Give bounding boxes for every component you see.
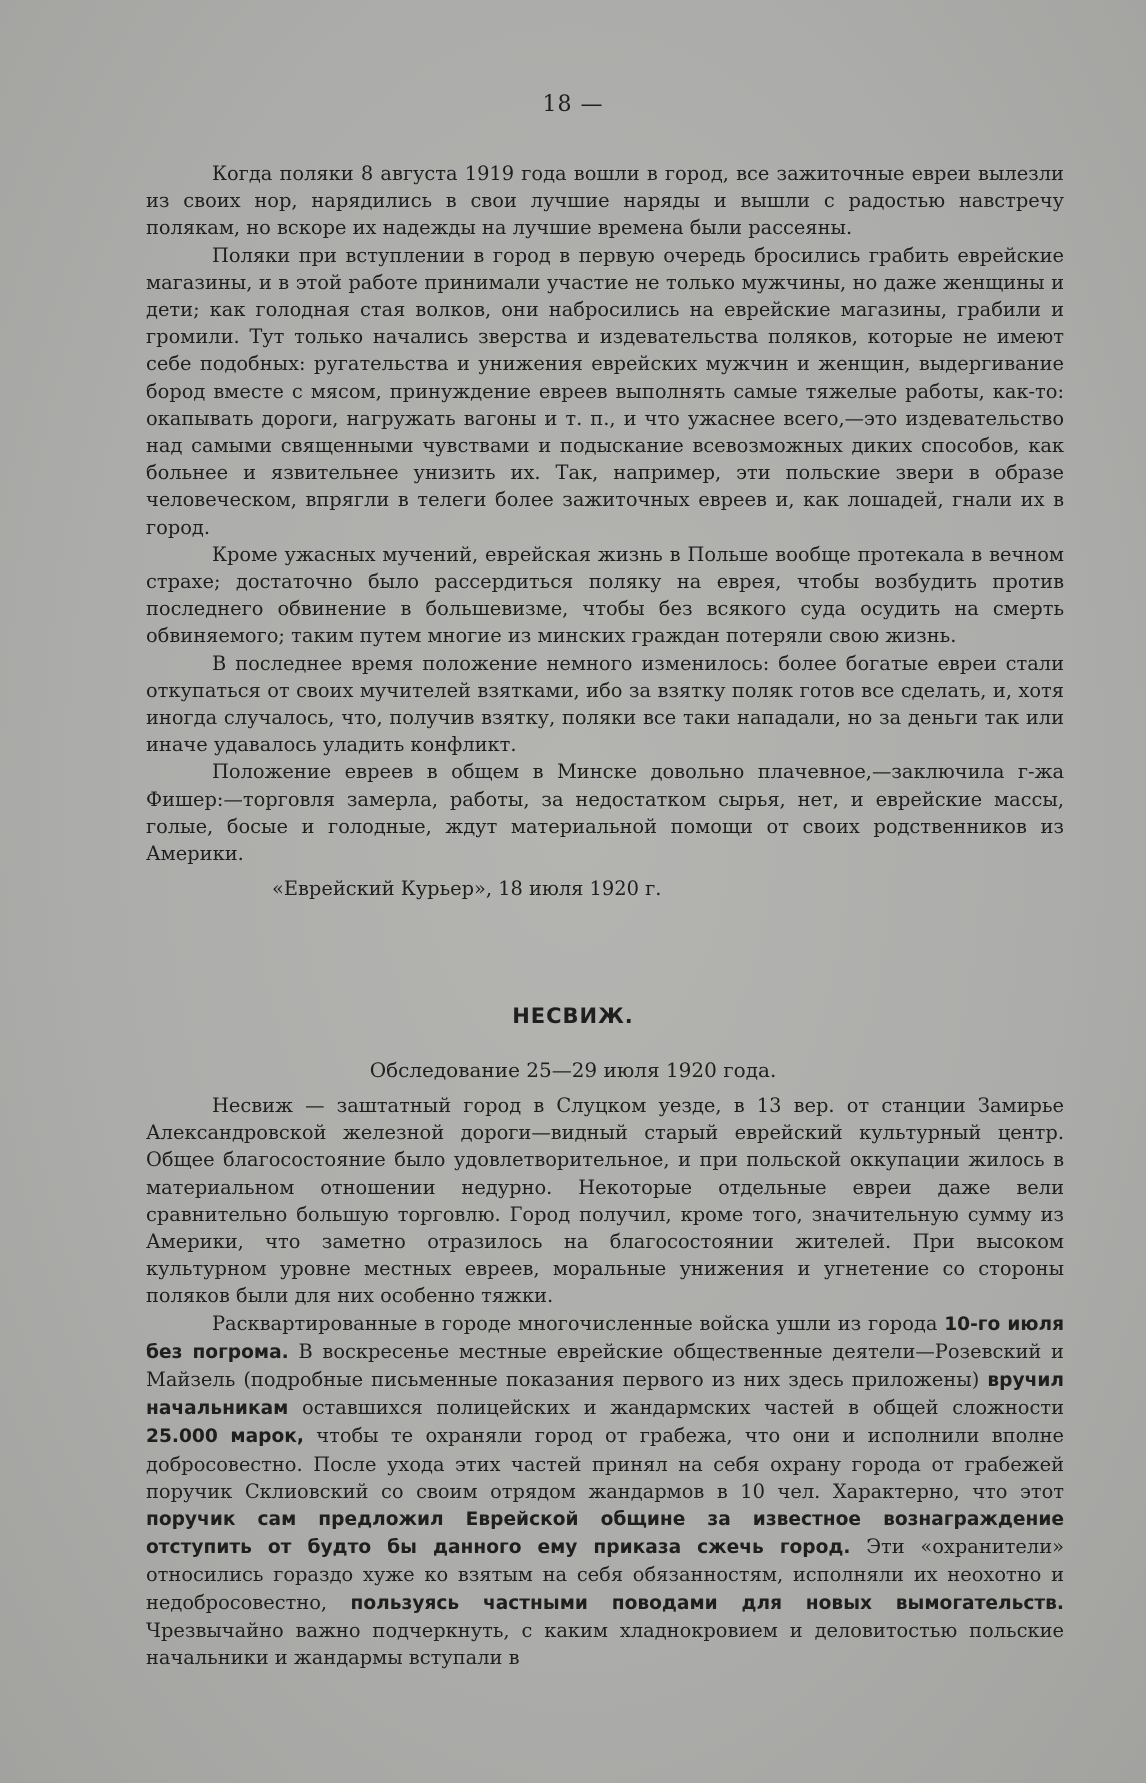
minsk-section-body [146, 160, 1064, 902]
text-run: В воскресенье местные еврейские общественные деятели—Розевский и Майзель (подробные письменные показания первого из них здесь приложены) [146, 1339, 1064, 1392]
bold-text-run: 10-го июля без погрома. [146, 1313, 1065, 1363]
bold-text-run: пользуясь частными поводами для новых вымогательств. [350, 1592, 1064, 1614]
page-number: 18 — [542, 92, 604, 117]
paragraph: Когда поляки 8 августа 1919 года вошли в город, все зажиточные евреи вылезли из своих нор, нарядились в свои лучшие наряды и вышли с радостью навстречу полякам, но вскоре их надежды на лучшие времена были рассеяны. [146, 162, 1064, 240]
paragraph: Поляки при вступлении в город в первую очередь бросились грабить еврейские магазины, и в этой работе принимали участие не только мужчины, но даже женщины и дети; как голодная стая волков, они набросились на еврейские магазины, грабили и громили. Тут только начались зверства и издевательства поляков, которые не имеют себе подобных: ругательства и унижения еврейских мужчин и женщин, выдергивание бород вместе с мясом, принуждение евреев выполнять самые тяжелые работы, как-то: окапывать дороги, нагружать вагоны и т. п., и что ужаснее всего,—это издевательство над самыми священными чувствами и подыскание всевозможных диких способов, как больнее и язвительнее унизить их. Так, например, эти польские звери в образе человеческом, впрягли в телеги более зажиточных евреев и, как лошадей, гнали их в город. [146, 243, 1064, 539]
paragraph: В последнее время положение немного изменилось: более богатые евреи стали откупаться от своих мучителей взятками, ибо за взятку поляк готов все сделать, и, хотя иногда случалось, что, получив взятку, поляки все таки нападали, но за деньги так или иначе удавалось уладить конфликт. [146, 651, 1064, 757]
bold-text-run: поручик сам предложил Еврейской общине за известное вознаграждение отступить от будто бы данного ему приказа сжечь город. [146, 1509, 1064, 1559]
paragraph: Положение евреев в общем в Минске довольно плачевное,—заключила г-жа Фишер:—торговля замерла, работы, за недостатком сырья, нет, и еврейские массы, голые, босые и голодные, ждут материальной помощи от своих родственников из Америки. [146, 760, 1064, 866]
text-run: Расквартированные в городе многочисленные войска ушли из города [212, 1311, 938, 1335]
paragraph: Несвиж — заштатный город в Слуцком уезде, в 13 вер. от станции Замирье Александровской железной дороги—видный старый еврейский культурный центр. Общее благосостояние было удовлетворительное, и при польской оккупации жилось в материальном отношении недурно. Некоторые отдельные евреи даже вели сравнительно большую торговлю. Город получил, кроме того, значительную сумму из Америки, что заметно отразилось на благосостоянии жителей. При высоком культурном уровне местных евреев, моральные унижения и угнетение со стороны поляков были для них особенно тяжки. [146, 1094, 1064, 1308]
section-subtitle: Обследование 25—29 июля 1920 года. [369, 1058, 777, 1082]
bold-text-run: 25.000 марок, [146, 1426, 304, 1448]
text-run: Чрезвычайно важно подчеркнуть, с каким хладнокровием и деловитостью польские начальники и жандармы вступали в [146, 1618, 1064, 1670]
source-citation: «Еврейский Курьер», 18 июля 1920 г. [272, 877, 662, 901]
section-title: НЕСВИЖ. [512, 1004, 634, 1028]
text-run: чтобы те охраняли город от грабежа, что они и исполнили вполне добросовестно. После ухода этих частей принял на себя охрану города от грабежей поручик Склиовский со своим отрядом жандармов в 10 чел. Характерно, что этот [146, 1424, 1064, 1503]
paragraph [146, 1310, 1064, 1672]
paragraph: Кроме ужасных мучений, еврейская жизнь в Польше вообще протекала в вечном страхе; достаточно было рассердиться поляку на еврея, чтобы возбудить против последнего обвинение в большевизме, чтобы без всякого суда осудить на смерть обвиняемого; таким путем многие из минских граждан потеряли свою жизнь. [146, 542, 1064, 648]
text-run: Эти «охранители» относились гораздо хуже ко взятым на себя обязанностям, исполняли их неохотно и недобросовестно, [146, 1535, 1064, 1614]
nesvizh-section-body [146, 1092, 1064, 1671]
text-run: оставшихся полицейских и жандармских частей в общей сложности [302, 1396, 1064, 1420]
bold-text-run: вручил начальникам [146, 1370, 1064, 1420]
